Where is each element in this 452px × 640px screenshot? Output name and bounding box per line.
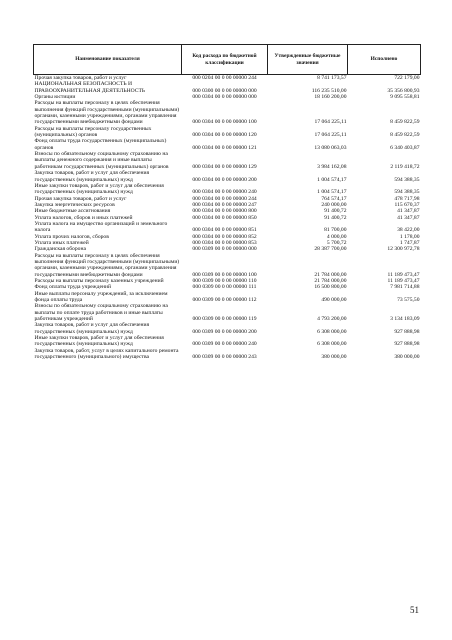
row-code: 000 0309 00 0 00 00000 100 xyxy=(192,271,257,278)
row-approved: 116 235 510,00 xyxy=(311,87,347,94)
table-row xyxy=(34,348,421,361)
table-row xyxy=(34,100,421,125)
row-name: Уплата прочих налогов, сборов xyxy=(34,233,109,240)
row-code: 000 0304 00 0 00 00000 244 xyxy=(192,195,257,202)
row-name: Фонд оплаты труда учреждений xyxy=(34,284,111,291)
row-approved: 4 000,00 xyxy=(326,233,347,240)
row-code: 000 0304 00 0 00 00000 129 xyxy=(192,163,257,170)
row-code: 000 0309 00 0 00 00000 200 xyxy=(192,328,257,335)
table-row xyxy=(34,322,421,335)
row-executed: 594 388,35 xyxy=(394,176,420,183)
row-name: Закупка энергетических ресурсов xyxy=(34,201,115,208)
table-header-row xyxy=(34,45,421,75)
row-executed: 478 717,98 xyxy=(394,195,420,202)
row-name: Взносы по обязательному социальному страхованию на выплаты по оплате труда работников и иные выплаты работникам учреждений xyxy=(34,303,168,323)
row-approved: 764 574,17 xyxy=(321,195,347,202)
table-row xyxy=(34,75,421,82)
row-code: 000 0309 00 0 00 00000 000 xyxy=(192,246,257,253)
budget-execution-table xyxy=(33,44,421,360)
row-executed: 41 347,87 xyxy=(397,214,420,221)
row-executed: 73 575,50 xyxy=(397,297,420,304)
row-executed: 41 347,87 xyxy=(397,208,420,215)
row-name: Взносы по обязательному социальному страхованию на выплаты денежного содержания и иные выплаты работникам государственных (муниципальных) органов xyxy=(34,151,169,170)
row-name: Прочая закупка товаров, работ и услуг xyxy=(34,195,127,202)
table-row xyxy=(34,221,421,234)
row-code: 000 0304 00 0 00 00000 000 xyxy=(192,94,257,101)
row-executed: 9 095 558,81 xyxy=(390,94,420,101)
row-approved: 1 004 574,17 xyxy=(317,176,347,183)
row-name: Закупка товаров, работ и услуг для обеспечения государственных (муниципальных) нужд xyxy=(34,170,150,183)
row-approved: 21 784 000,00 xyxy=(314,278,347,284)
row-approved: 8 741 173,57 xyxy=(317,75,347,81)
row-code: 000 0304 00 0 00 00000 850 xyxy=(192,214,257,221)
row-code: 000 0204 00 0 00 00000 244 xyxy=(192,75,257,81)
row-code: 000 0309 00 0 00 00000 243 xyxy=(192,354,257,361)
row-code: 000 0304 00 0 00 00000 853 xyxy=(192,239,257,246)
row-executed: 8 459 822,59 xyxy=(390,132,420,139)
row-code: 000 0304 00 0 00 00000 121 xyxy=(192,144,257,151)
row-approved: 1 004 574,17 xyxy=(317,189,347,196)
header-code: Код расхода по бюджетной классификации xyxy=(182,45,268,75)
row-approved: 13 080 063,03 xyxy=(314,144,347,151)
row-approved: 3 984 162,08 xyxy=(317,163,347,170)
row-code: 000 0304 00 0 00 00000 851 xyxy=(192,227,257,234)
row-approved: 6 308 000,00 xyxy=(317,328,347,335)
table-row xyxy=(34,183,421,196)
header-name: Наименование показателя xyxy=(34,45,182,75)
table-row xyxy=(34,303,421,322)
row-approved: 17 064 225,11 xyxy=(314,132,347,139)
row-name: Органы юстиции xyxy=(34,94,76,101)
row-code: 000 0304 00 0 00 00000 852 xyxy=(192,233,257,240)
row-name: Расходы на выплаты персоналу в целях обеспечения выполнения функций государственными (муниципальными) органами, казенными учреждениями, органами управления государственными внебюджетными фондами xyxy=(34,100,180,126)
row-name: Уплата иных платежей xyxy=(34,239,89,246)
row-executed: 8 459 822,59 xyxy=(390,119,420,126)
row-name: Иные бюджетные ассигнования xyxy=(34,208,111,215)
row-approved: 81 700,00 xyxy=(324,227,347,234)
row-name: Иные закупки товаров, работ и услуг для обеспечения государственных (муниципальных) нужд xyxy=(34,182,164,196)
row-executed: 12 300 972,78 xyxy=(387,246,420,253)
row-code: 000 0304 00 0 00 00000 247 xyxy=(192,201,257,208)
row-code: 000 0304 00 0 00 00000 100 xyxy=(192,119,257,126)
row-executed: 2 119 418,72 xyxy=(390,163,420,170)
row-name: Иные выплаты персоналу учреждений, за исключением фонда оплаты труда xyxy=(34,290,168,304)
row-approved: 91 400,72 xyxy=(324,214,347,221)
table-body xyxy=(34,75,421,361)
row-name: Уплата налога на имущество организаций и земельного налога xyxy=(34,220,168,234)
row-executed: 380 000,00 xyxy=(394,354,420,361)
row-name: Расходы на выплаты персоналу в целях обеспечения выполнения функций государственными (муниципальными) органами, казенными учреждениями, органами управления государственными внебюджетными фондами xyxy=(34,252,180,278)
table-row xyxy=(34,138,421,151)
row-name: Расходы на выплаты персоналу государственных (муниципальных) органов xyxy=(34,125,152,139)
row-approved: 28 387 700,00 xyxy=(314,246,347,253)
row-name: Иные закупки товаров, работ и услуг для обеспечения государственных (муниципальных) нужд xyxy=(34,335,164,348)
table-row xyxy=(34,170,421,183)
page-number: 51 xyxy=(410,605,419,615)
row-executed: 722 179,00 xyxy=(394,75,420,81)
row-approved: 4 793 200,00 xyxy=(317,316,347,323)
row-name: Фонд оплаты труда государственных (муниципальных) органов xyxy=(34,138,167,151)
row-approved: 5 700,72 xyxy=(326,239,347,246)
row-code: 000 0304 00 0 00 00000 240 xyxy=(192,189,257,196)
row-approved: 91 400,72 xyxy=(324,208,347,215)
row-name: Закупка товаров, работ, услуг в целях капитального ремонта государственного (муниципального) имущества xyxy=(34,347,179,361)
row-executed: 1 178,00 xyxy=(399,233,420,240)
row-approved: 6 308 000,00 xyxy=(317,341,347,348)
table-row xyxy=(34,253,421,278)
row-executed: 115 670,37 xyxy=(394,201,420,208)
row-code: 000 0304 00 0 00 00000 800 xyxy=(192,208,257,215)
table-row xyxy=(34,335,421,348)
row-executed: 7 981 714,88 xyxy=(390,284,420,291)
row-code: 000 0309 00 0 00 00000 240 xyxy=(192,341,257,348)
row-approved: 18 160 200,00 xyxy=(314,94,347,101)
header-approved: Утвержденные бюджетные значения xyxy=(268,45,348,75)
row-name: Прочая закупка товаров, работ и услуг xyxy=(34,75,127,81)
row-executed: 35 356 800,93 xyxy=(387,87,420,94)
row-name: Закупка товаров, работ и услуг для обеспечения государственных (муниципальных) нужд xyxy=(34,322,150,335)
row-executed: 927 888,98 xyxy=(394,341,420,348)
row-approved: 240 000,00 xyxy=(321,201,347,208)
row-code: 000 0309 00 0 00 00000 111 xyxy=(192,284,257,291)
row-executed: 11 189 473,47 xyxy=(387,278,420,284)
row-code: 000 0309 00 0 00 00000 112 xyxy=(192,297,257,304)
row-name: Гражданская оборона xyxy=(34,246,86,253)
row-name: НАЦИОНАЛЬНАЯ БЕЗОПАСНОСТЬ И ПРАВООХРАНИТЕЛЬНАЯ ДЕЯТЕЛЬНОСТЬ xyxy=(34,81,146,94)
row-approved: 16 500 800,00 xyxy=(314,284,347,291)
row-code: 000 0300 00 0 00 00000 000 xyxy=(192,87,257,94)
row-approved: 490 000,00 xyxy=(321,297,347,304)
row-approved: 21 784 000,00 xyxy=(314,271,347,278)
row-executed: 6 340 403,87 xyxy=(390,144,420,151)
table-row xyxy=(34,151,421,170)
row-code: 000 0309 00 0 00 00000 110 xyxy=(192,278,257,284)
row-name: Уплата налогов, сборов и иных платежей xyxy=(34,214,133,221)
row-code: 000 0304 00 0 00 00000 120 xyxy=(192,132,257,139)
header-executed: Исполнено xyxy=(348,45,421,75)
table-row xyxy=(34,126,421,139)
table-row xyxy=(34,291,421,304)
row-executed: 3 134 183,09 xyxy=(390,316,420,323)
row-executed: 1 747,87 xyxy=(399,239,420,246)
row-code: 000 0309 00 0 00 00000 119 xyxy=(192,316,257,323)
row-approved: 17 064 225,11 xyxy=(314,119,347,126)
row-name: Расходы на выплаты персоналу казенных учреждений xyxy=(34,278,164,284)
row-executed: 11 189 473,47 xyxy=(387,271,420,278)
table-row xyxy=(34,81,421,94)
row-approved: 380 000,00 xyxy=(321,354,347,361)
row-executed: 38 422,00 xyxy=(397,227,420,234)
row-code: 000 0304 00 0 00 00000 200 xyxy=(192,176,257,183)
row-executed: 594 388,35 xyxy=(394,189,420,196)
row-executed: 927 888,98 xyxy=(394,328,420,335)
